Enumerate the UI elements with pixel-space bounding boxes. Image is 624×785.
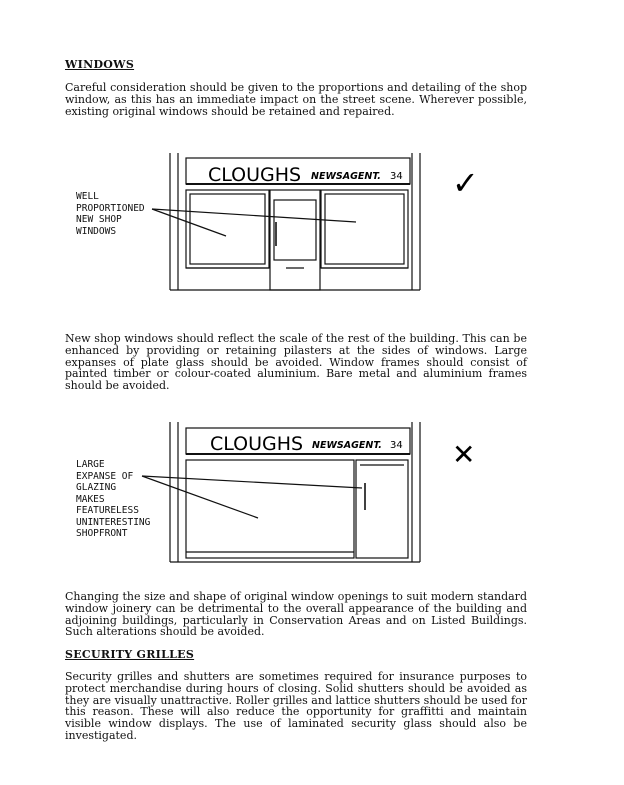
bad-shop-name: CLOUGHS (210, 433, 304, 455)
cross-mark: ✕ (452, 438, 476, 471)
windows-scale-paragraph: New shop windows should reflect the scale of the rest of the building. This can be enhanced by providing or retaining pilasters at the sides of windows. Large expanses of plate glass should be avoided. Window frames should consist of painted timber or colour-coated aluminium. Bare metal and aluminium frames should be avoided. (65, 332, 527, 393)
bad-shop-number: 34 (390, 440, 403, 451)
good-shop-name: CLOUGHS (208, 164, 302, 186)
windows-heading: WINDOWS (65, 58, 135, 71)
good-shop-number: 34 (390, 171, 403, 182)
tick-mark: ✓ (452, 164, 479, 202)
good-callout-label: WELL PROPORTIONED NEW SHOP WINDOWS (76, 191, 145, 237)
bad-callout-label: LARGE EXPANSE OF GLAZING MAKES FEATURELESS UNINTERESTING SHOPFRONT (76, 459, 151, 539)
security-grilles-heading: SECURITY GRILLES (65, 648, 195, 661)
windows-intro-paragraph: Careful consideration should be given to the proportions and detailing of the shop window, as this has an immediate impact on the street scene. Wherever possible, existing original windows should be retained and repaired. (65, 81, 527, 118)
good-shop-type: NEWSAGENT. (311, 171, 381, 182)
security-grilles-paragraph: Security grilles and shutters are sometimes required for insurance purposes to protect merchandise during hours of closing. Solid shutters should be avoided as they are visually unattractive. Roller grilles and lattice shutters should be used for this reason. These will also reduce the opportunity for graffitti and maintain visible window displays. The use of laminated security glass should also be investigated. (65, 670, 527, 742)
windows-alterations-paragraph: Changing the size and shape of original window openings to suit modern standard window joinery can be detrimental to the overall appearance of the building and adjoining buildings, particularly in Conservation Areas and on Listed Buildings. Such alterations should be avoided. (65, 590, 527, 639)
bad-shop-type: NEWSAGENT. (312, 440, 382, 451)
